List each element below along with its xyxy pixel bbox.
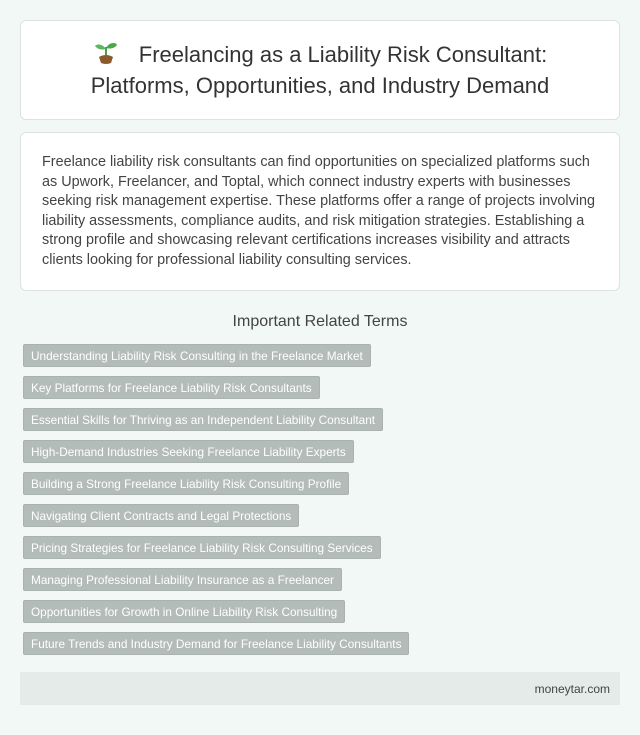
- term-tag[interactable]: Understanding Liability Risk Consulting in the Freelance Market: [23, 344, 371, 367]
- term-tag[interactable]: Navigating Client Contracts and Legal Protections: [23, 504, 299, 527]
- term-tag[interactable]: Key Platforms for Freelance Liability Risk Consultants: [23, 376, 320, 399]
- page-title-line-2: Platforms, Opportunities, and Industry Demand: [90, 73, 550, 98]
- terms-heading: Important Related Terms: [232, 313, 408, 330]
- term-tag[interactable]: Pricing Strategies for Freelance Liability Risk Consulting Services: [23, 536, 381, 559]
- title-text-line-1: Freelancing as a Liability Risk Consultant:: [138, 42, 548, 67]
- title-card: [20, 20, 620, 120]
- summary-card: [20, 132, 620, 291]
- term-tag[interactable]: Building a Strong Freelance Liability Risk Consulting Profile: [23, 472, 349, 495]
- summary-text: Freelance liability risk consultants can find opportunities on specialized platforms such as Upwork, Freelancer, and Toptal, which connect industry experts with businesses seeking risk management expertise. These platforms offer a range of projects involving liability assessments, compliance audits, and risk mitigation strategies. Establishing a strong profile and showcasing relevant certifications increases visibility and attracts clients looking for professional liability consulting services.: [42, 154, 595, 268]
- footer-site-link[interactable]: moneytar.com: [534, 681, 610, 696]
- footer: [20, 672, 620, 705]
- term-tag[interactable]: Managing Professional Liability Insurance as a Freelancer: [23, 568, 342, 591]
- term-tag[interactable]: Opportunities for Growth in Online Liability Risk Consulting: [23, 600, 345, 623]
- term-tag[interactable]: Essential Skills for Thriving as an Independent Liability Consultant: [23, 408, 383, 431]
- term-tag[interactable]: High-Demand Industries Seeking Freelance Liability Experts: [23, 440, 354, 463]
- page-title-line-1: [93, 39, 547, 70]
- term-tag[interactable]: Future Trends and Industry Demand for Freelance Liability Consultants: [23, 632, 409, 655]
- sprout-icon: [93, 41, 119, 65]
- terms-list: [23, 344, 620, 655]
